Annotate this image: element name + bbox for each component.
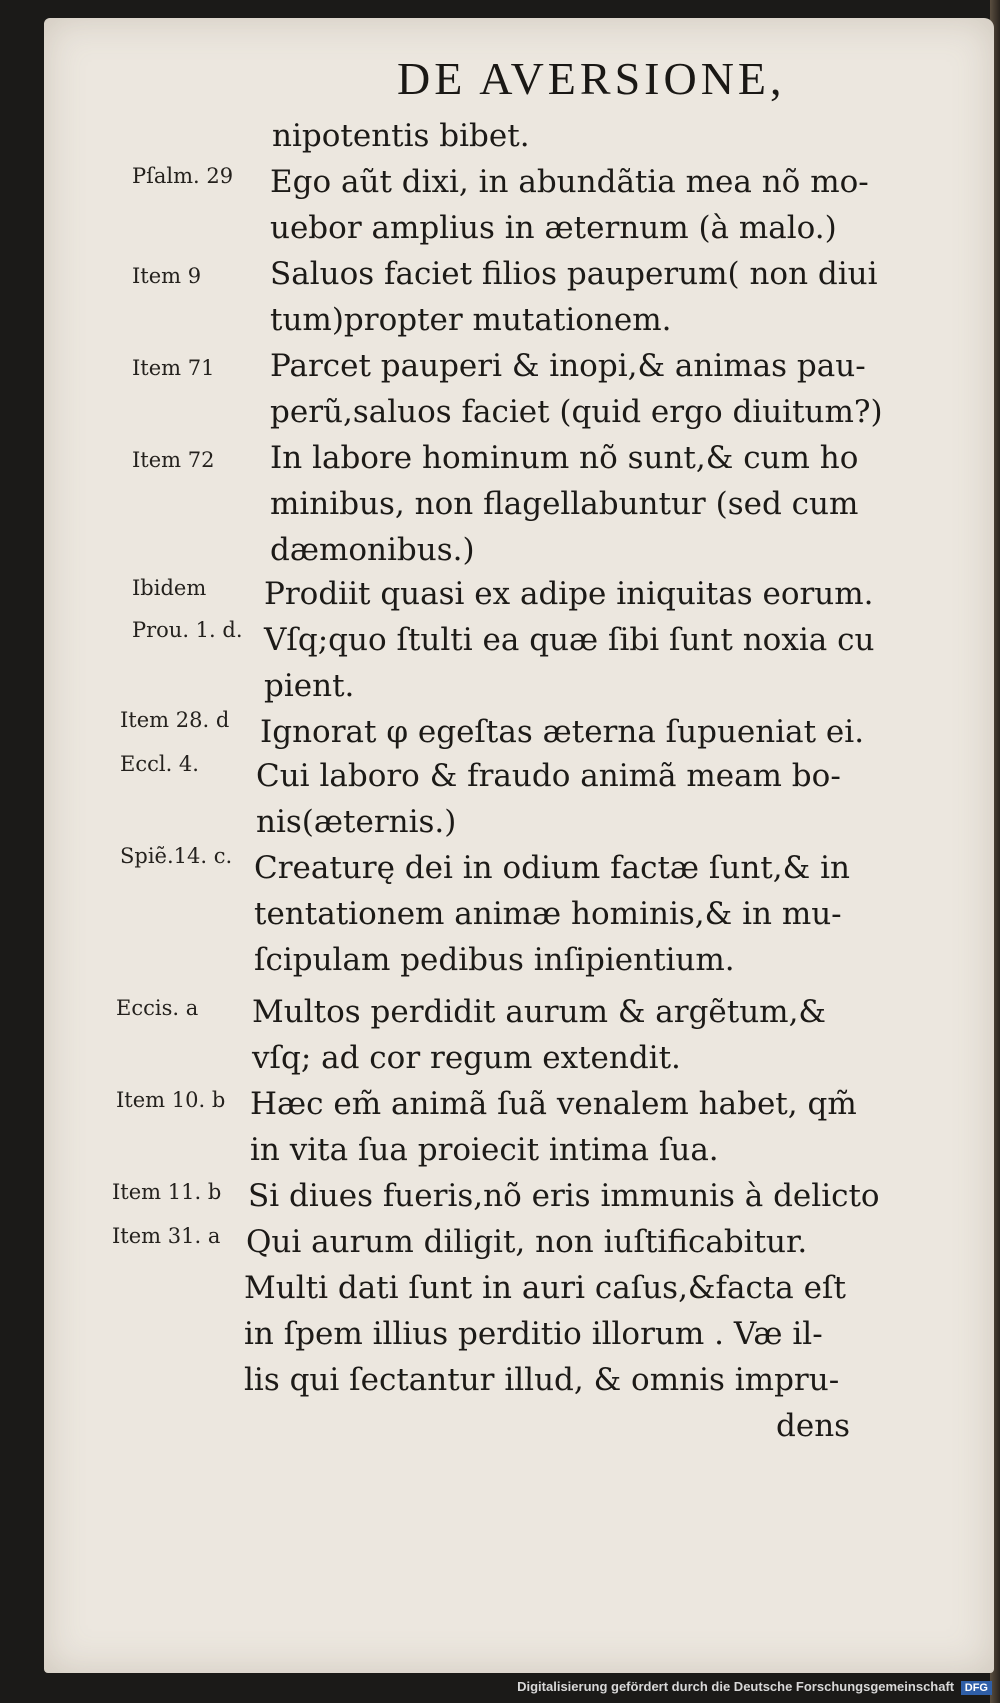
text-line: vſq; ad cor regum extendit.: [252, 1040, 681, 1076]
text-line: nipotentis bibet.: [272, 118, 530, 154]
text-line: tentationem animæ hominis,& in mu-: [254, 896, 842, 932]
text-line: Qui aurum diligit, non iuſtificabitur.: [246, 1224, 808, 1260]
dfg-logo: DFG: [961, 1681, 992, 1695]
text-line: Multi dati ſunt in auri caſus,&facta eſt: [244, 1270, 846, 1306]
text-line: dens: [776, 1408, 851, 1444]
text-line: nis(æternis.): [256, 804, 457, 840]
text-line: dæmonibus.): [270, 532, 475, 568]
text-line: Si diues fueris,nõ eris immunis à delicto: [248, 1178, 880, 1214]
book-page: [44, 18, 994, 1673]
text-line: pient.: [264, 668, 355, 704]
margin-note: Item 72: [132, 448, 215, 472]
margin-note: Item 11. b: [112, 1180, 222, 1204]
text-line: Saluos faciet filios pauperum( non diui: [270, 256, 878, 292]
credit-text: Digitalisierung gefördert durch die Deutsche Forschungsgemeinschaft: [517, 1679, 955, 1694]
digitization-credit: [517, 1679, 992, 1695]
margin-note: Item 31. a: [112, 1224, 221, 1248]
text-line: Parcet pauperi & inopi,& animas pau-: [270, 348, 866, 384]
margin-note: Eccl. 4.: [120, 752, 199, 776]
text-line: ſcipulam pedibus inſipientium.: [254, 942, 735, 978]
text-line: perũ,saluos faciet (quid ergo diuitum?): [270, 394, 883, 430]
running-head: DE AVERSIONE,: [397, 53, 786, 104]
text-line: Ignorat φ egeſtas æterna ſupueniat ei.: [260, 714, 865, 750]
text-line: Cui laboro & fraudo animã meam bo-: [256, 758, 841, 794]
margin-note: Spiẽ.14. c.: [120, 844, 233, 868]
text-line: in ſpem illius perditio illorum . Væ il-: [244, 1316, 823, 1352]
text-line: Hæc em̃ animã ſuã venalem habet, qm̃: [250, 1086, 857, 1122]
margin-note: Pſalm. 29: [132, 164, 234, 188]
text-line: Prodiit quasi ex adipe iniquitas eorum.: [264, 576, 874, 612]
margin-note: Item 10. b: [116, 1088, 226, 1112]
text-line: In labore hominum nõ sunt,& cum ho: [270, 440, 859, 476]
text-line: tum)propter mutationem.: [270, 302, 672, 338]
margin-note: Prou. 1. d.: [132, 618, 243, 642]
margin-note: Item 9: [132, 264, 202, 288]
text-line: uebor amplius in æternum (à malo.): [270, 210, 837, 246]
text-line: minibus, non flagellabuntur (sed cum: [270, 486, 859, 522]
text-line: Creaturę dei in odium factæ ſunt,& in: [254, 850, 850, 886]
margin-note: Ibidem: [132, 576, 207, 600]
text-line: Vſq;quo ſtulti ea quæ ſibi ſunt noxia cu: [264, 622, 875, 658]
text-line: Ego aũt dixi, in abundãtia mea nõ mo-: [270, 164, 869, 200]
text-line: Multos perdidit aurum & argẽtum,&: [252, 994, 827, 1030]
margin-note: Item 28. d: [120, 708, 230, 732]
margin-note: Eccis. a: [116, 996, 199, 1020]
text-line: in vita ſua proiecit intima ſua.: [250, 1132, 719, 1168]
text-line: lis qui ſectantur illud, & omnis impru-: [244, 1362, 840, 1398]
margin-note: Item 71: [132, 356, 215, 380]
